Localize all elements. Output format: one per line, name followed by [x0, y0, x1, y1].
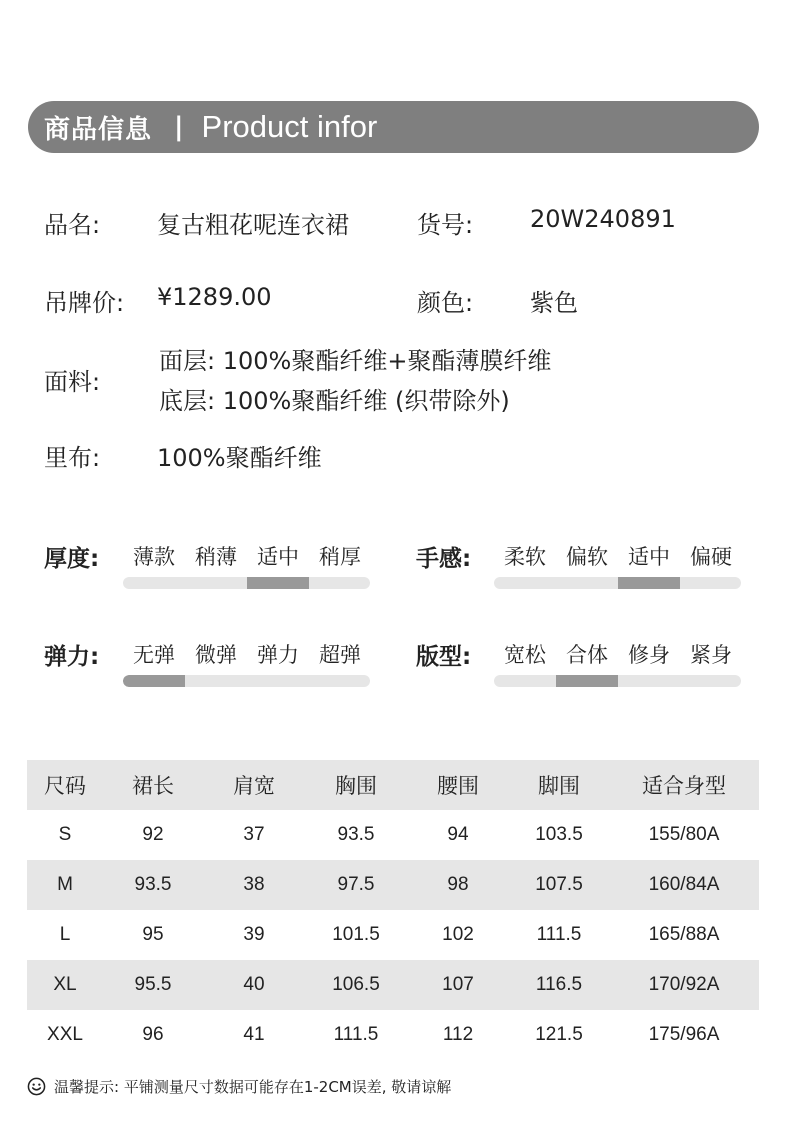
table-cell: 165/88A — [648, 924, 720, 945]
fabric-outer: 面层: 100%聚酯纤维+聚酯薄膜纤维 — [159, 347, 552, 375]
table-cell: 39 — [243, 924, 265, 945]
table-cell: 40 — [243, 974, 265, 995]
table-cell: 93.5 — [134, 874, 172, 895]
price-label: 吊牌价: — [44, 289, 125, 317]
thickness-selected-marker — [247, 577, 309, 589]
thickness-option: 稍厚 — [319, 545, 361, 569]
feel-selected-marker — [618, 577, 680, 589]
table-header-cell: 腰围 — [437, 774, 479, 798]
table-cell: 107 — [442, 974, 474, 995]
feel-label: 手感: — [416, 546, 472, 572]
elasticity-label: 弹力: — [44, 644, 100, 670]
feel-option: 适中 — [628, 545, 670, 569]
table-body — [27, 810, 759, 1060]
table-header-cell: 尺码 — [44, 774, 86, 798]
elasticity-option: 超弹 — [319, 643, 361, 667]
table-cell: 112 — [442, 1024, 474, 1045]
table-cell: S — [58, 824, 72, 845]
thickness-track — [123, 577, 370, 589]
banner-divider: | — [174, 112, 184, 142]
elasticity-option: 弹力 — [257, 643, 299, 667]
table-cell: XXL — [47, 1024, 83, 1045]
table-cell: 38 — [243, 874, 265, 895]
fit-option: 紧身 — [690, 643, 732, 667]
size-table — [27, 760, 759, 1060]
table-cell: XL — [53, 974, 77, 995]
fit-label: 版型: — [416, 644, 472, 670]
table-cell: 95 — [142, 924, 164, 945]
note-text: 温馨提示: 平铺测量尺寸数据可能存在1-2CM误差, 敬请谅解 — [54, 1078, 452, 1096]
price-value: ¥1289.00 — [157, 283, 272, 311]
fabric-label: 面料: — [44, 368, 101, 396]
feel-track — [494, 577, 741, 589]
table-cell: 95.5 — [134, 974, 172, 995]
color-label: 颜色: — [417, 289, 474, 317]
table-row — [27, 910, 759, 960]
name-label: 品名: — [44, 211, 101, 239]
thickness-option: 适中 — [257, 545, 299, 569]
table-cell: L — [59, 924, 71, 945]
section-banner — [28, 101, 759, 153]
feel-option: 偏硬 — [690, 545, 732, 569]
table-row — [27, 860, 759, 910]
feel-option: 柔软 — [504, 545, 546, 569]
table-cell: 170/92A — [648, 974, 720, 995]
fabric-base: 底层: 100%聚酯纤维 (织带除外) — [159, 387, 510, 415]
table-cell: 116.5 — [535, 974, 583, 995]
table-header-cell: 肩宽 — [233, 774, 275, 798]
table-cell: 98 — [447, 874, 469, 895]
table-cell: 93.5 — [337, 824, 375, 845]
sku-label: 货号: — [417, 211, 474, 239]
elasticity-selected-marker — [123, 675, 185, 687]
table-cell: 92 — [142, 824, 164, 845]
thickness-option: 稍薄 — [195, 545, 237, 569]
table-cell: 41 — [243, 1024, 265, 1045]
table-cell: 107.5 — [535, 874, 583, 895]
fit-option: 修身 — [628, 643, 670, 667]
elasticity-option: 微弹 — [195, 643, 237, 667]
sku-value: 20W240891 — [530, 205, 676, 233]
table-cell: 94 — [447, 824, 469, 845]
table-cell: 101.5 — [332, 924, 380, 945]
smile-icon — [27, 1077, 46, 1096]
thickness-option: 薄款 — [133, 545, 175, 569]
fit-track — [494, 675, 741, 687]
table-header-row — [27, 760, 759, 810]
table-cell: 111.5 — [536, 924, 582, 945]
table-row — [27, 810, 759, 860]
lining-value: 100%聚酯纤维 — [157, 444, 322, 472]
table-row — [27, 1010, 759, 1060]
fit-selected-marker — [556, 675, 618, 687]
table-cell: 160/84A — [648, 874, 720, 895]
fit-option: 宽松 — [504, 643, 546, 667]
table-cell: 103.5 — [535, 824, 583, 845]
table-cell: 155/80A — [648, 824, 720, 845]
feel-option: 偏软 — [566, 545, 608, 569]
table-cell: 102 — [442, 924, 474, 945]
table-cell: 111.5 — [333, 1024, 379, 1045]
fit-option: 合体 — [566, 643, 608, 667]
table-header-cell: 裙长 — [132, 774, 174, 798]
table-header-cell: 脚围 — [538, 774, 580, 798]
table-cell: 175/96A — [648, 1024, 720, 1045]
table-cell: 37 — [243, 824, 265, 845]
table-header-cell: 胸围 — [335, 774, 377, 798]
table-cell: 96 — [142, 1024, 164, 1045]
thickness-label: 厚度: — [44, 546, 100, 572]
elasticity-option: 无弹 — [133, 643, 175, 667]
table-row — [27, 960, 759, 1010]
name-value: 复古粗花呢连衣裙 — [157, 211, 349, 239]
table-cell: M — [57, 874, 73, 895]
elasticity-track — [123, 675, 370, 687]
lining-label: 里布: — [44, 444, 101, 472]
table-cell: 97.5 — [337, 874, 375, 895]
table-cell: 121.5 — [535, 1024, 583, 1045]
table-header-cell: 适合身型 — [642, 774, 726, 798]
banner-title-en: Product infor — [201, 109, 378, 144]
measurement-note — [27, 1076, 451, 1097]
table-cell: 106.5 — [332, 974, 380, 995]
banner-title-zh: 商品信息 — [44, 114, 153, 145]
color-value: 紫色 — [530, 289, 578, 317]
